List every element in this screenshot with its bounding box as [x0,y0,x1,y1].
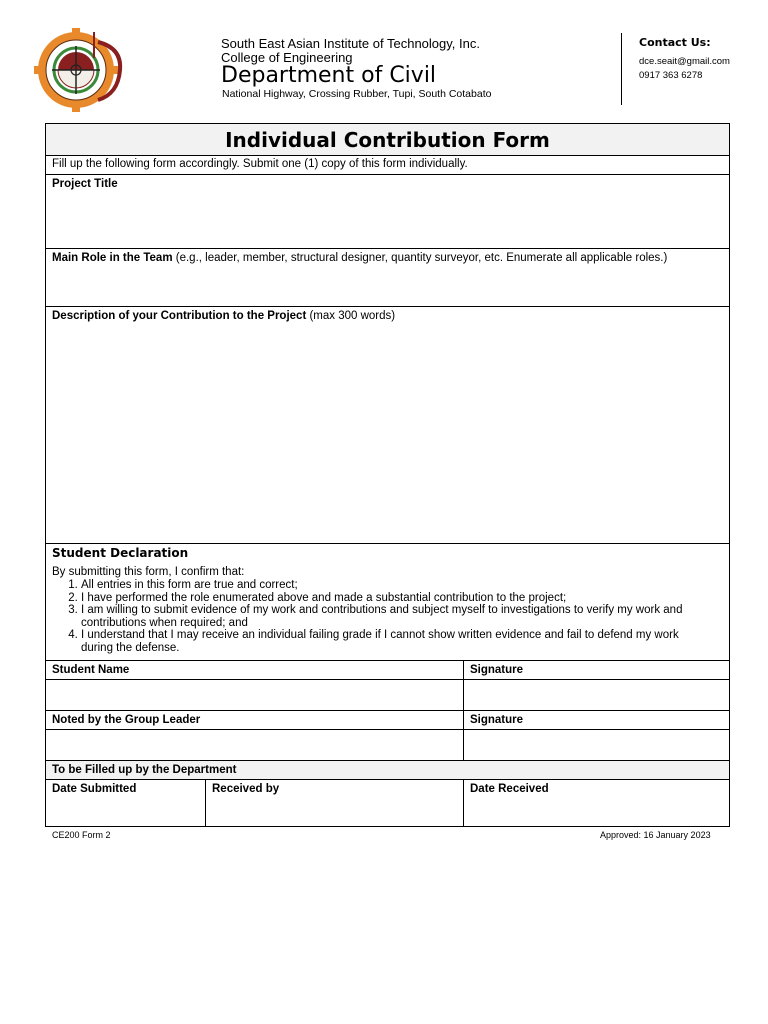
group-leader-input-row [46,729,729,761]
approval-date: Approved: 16 January 2023 [600,830,711,840]
contact-heading: Contact Us: [639,36,711,49]
institution-name: South East Asian Institute of Technology, Inc. [221,36,480,51]
student-signature-input[interactable] [463,680,729,711]
main-role-label-text: Main Role in the Team [52,252,173,264]
form-title-row [46,124,729,156]
student-declaration [46,543,729,661]
declaration-item: 3. I am willing to submit evidence of my work and contributions and subject myself to investigations to verify my work and contributions when required; and [81,604,711,629]
received-by-field[interactable] [205,780,464,827]
signature2-label: Signature [470,714,524,726]
description-label-text: Description of your Contribution to the Project [52,310,307,322]
declaration-intro: By submitting this form, I confirm that: [52,566,245,578]
college-name: College of Engineering [221,50,353,65]
group-leader-name-input[interactable] [46,730,464,761]
declaration-item: 2. I have performed the role enumerated above and made a substantial contribution to the project; [81,592,711,605]
signature-label: Signature [470,664,524,676]
department-section-label: To be Filled up by the Department [52,764,237,776]
project-title-label: Project Title [52,178,118,190]
main-role-hint: (e.g., leader, member, structural designer, quantity surveyor, etc. Enumerate all applicable roles.) [172,252,668,264]
group-leader-signature-input[interactable] [463,730,729,761]
project-title-field[interactable] [46,174,729,249]
student-name-input[interactable] [46,680,464,711]
description-hint: (max 300 words) [306,310,396,322]
form-title: Individual Contribution Form [225,128,550,152]
contribution-form [45,123,730,827]
group-leader-header-row [46,710,729,730]
main-role-field[interactable] [46,248,729,307]
logo-seal [34,28,118,112]
date-received-label: Date Received [470,783,549,795]
institution-logo [28,28,128,112]
date-submitted-label: Date Submitted [52,783,137,795]
header-divider [621,33,622,105]
noted-by-header [46,711,464,730]
signature2-header [463,711,729,730]
student-name-header [46,661,464,680]
declaration-heading: Student Declaration [52,546,189,560]
description-field[interactable] [46,306,729,544]
department-section-row [46,760,729,780]
student-name-input-row [46,679,729,711]
form-instructions: Fill up the following form accordingly. Submit one (1) copy of this form individually. [52,158,468,170]
main-role-label [52,252,667,264]
department-name: Department of Civil [221,63,437,88]
date-submitted-field[interactable] [46,780,206,827]
student-name-label: Student Name [52,664,130,676]
instructions-row [46,155,729,175]
declaration-item: 1. All entries in this form are true and correct; [81,579,711,592]
description-label [52,310,395,322]
department-fields-row [46,779,729,827]
noted-by-label: Noted by the Group Leader [52,714,201,726]
contact-phone: 0917 363 6278 [639,70,703,81]
contact-email: dce.seait@gmail.com [639,56,730,67]
declaration-item: 4. I understand that I may receive an individual failing grade if I cannot show written evidence and fail to defend my work during the defense. [81,629,711,654]
institution-address: National Highway, Crossing Rubber, Tupi, South Cotabato [222,88,492,100]
student-name-header-row [46,660,729,680]
date-received-field[interactable] [463,780,729,827]
signature-header [463,661,729,680]
received-by-label: Received by [212,783,280,795]
declaration-list [52,579,711,654]
form-code: CE200 Form 2 [52,830,111,840]
